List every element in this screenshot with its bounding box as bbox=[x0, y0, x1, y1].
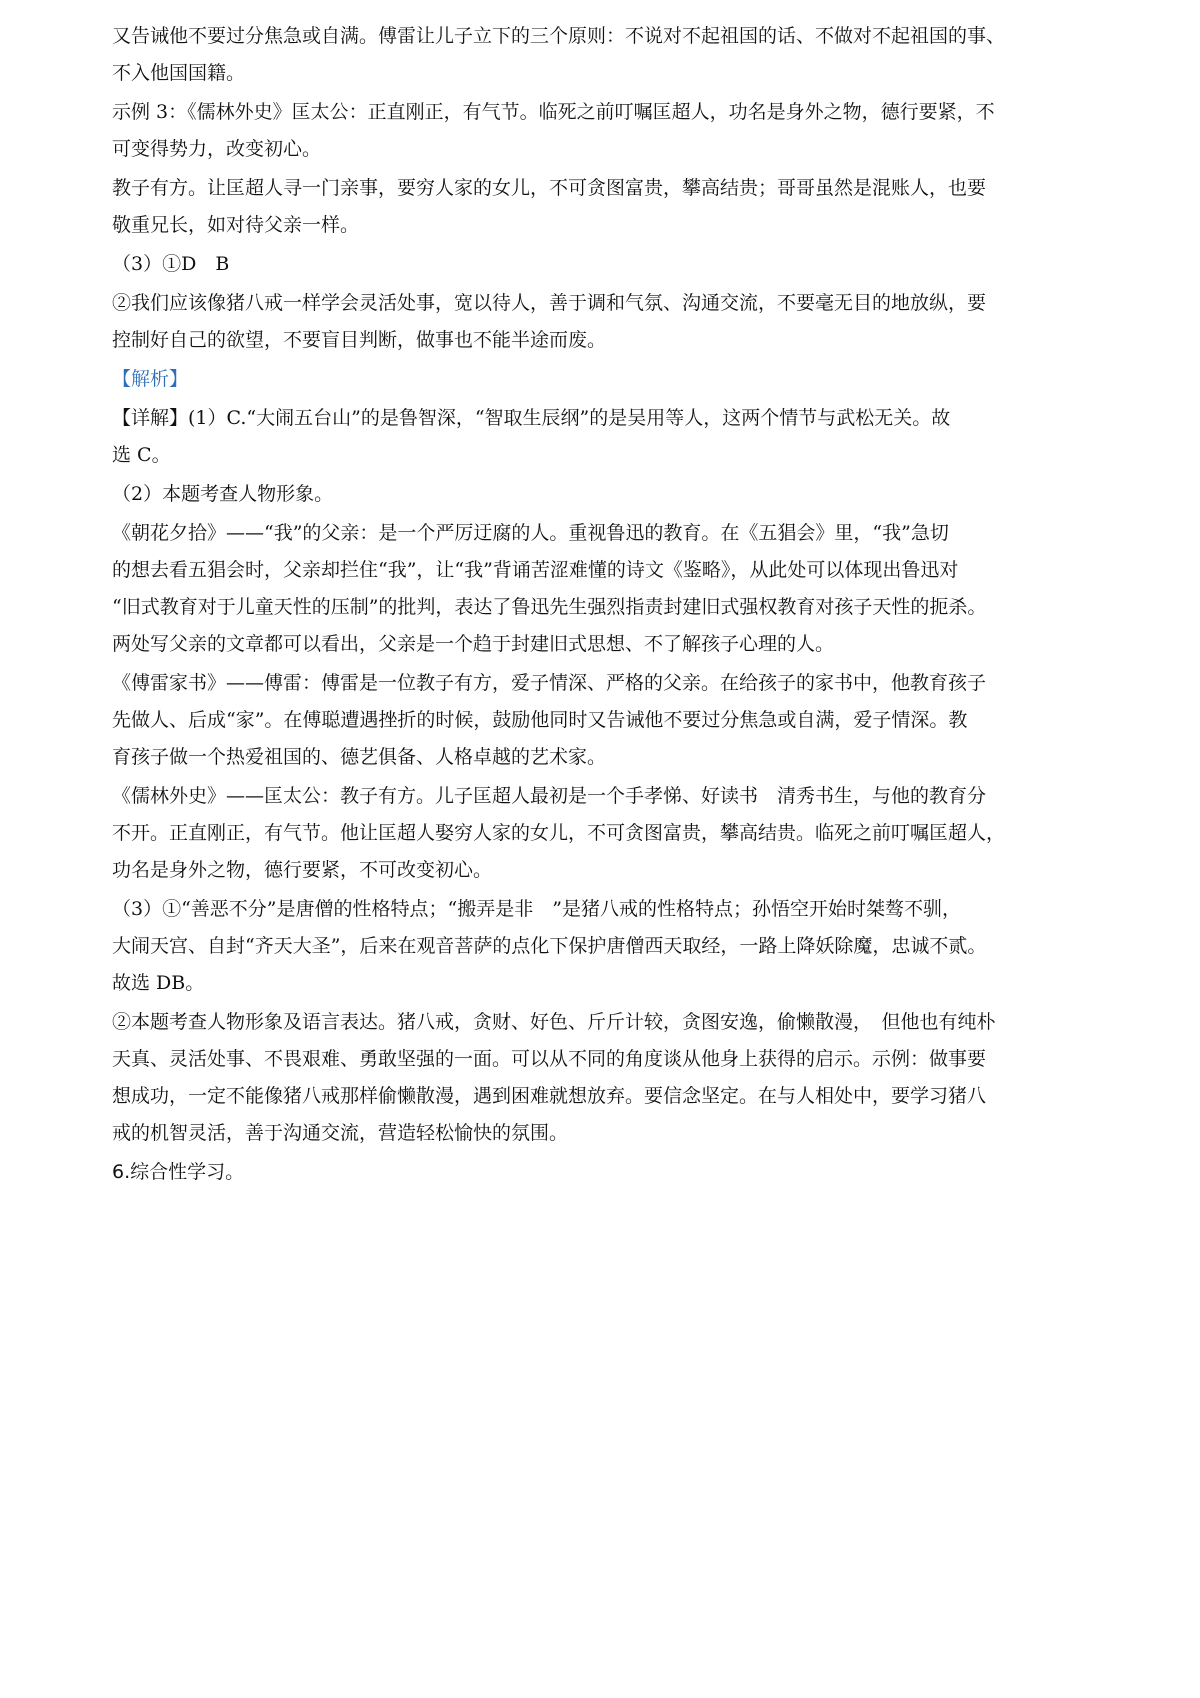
paragraph bbox=[112, 1004, 1092, 1152]
paragraph bbox=[112, 170, 1092, 244]
paragraph bbox=[112, 246, 1092, 283]
document-body bbox=[112, 18, 1092, 1193]
text-line: 功名是身外之物，德行要紧，不可改变初心。 bbox=[112, 859, 493, 881]
text-line: 《朝花夕拾》——“我”的父亲：是一个严厉迂腐的人。重视鲁迅的教育。在《五猖会》里，“我”急切 bbox=[112, 522, 949, 544]
text-line: 示例 3：《儒林外史》匡太公：正直刚正，有气节。临死之前叮嘱匡超人，功名是身外之物，德行要紧，不 bbox=[112, 101, 995, 123]
paragraph bbox=[112, 400, 1092, 474]
paragraph bbox=[112, 665, 1092, 776]
text-line: 故选 DB。 bbox=[112, 972, 205, 994]
paragraph bbox=[112, 891, 1092, 1002]
text-line: ②我们应该像猪八戒一样学会灵活处事，宽以待人，善于调和气氛、沟通交流，不要毫无目的地放纵，要 bbox=[112, 292, 987, 314]
text-line: 又告诫他不要过分焦急或自满。傅雷让儿子立下的三个原则：不说对不起祖国的话、不做对不起祖国的事、 bbox=[112, 25, 1006, 47]
analysis-heading bbox=[112, 361, 1092, 398]
paragraph bbox=[112, 515, 1092, 663]
text-line: 不开。正直刚正，有气节。他让匡超人娶穷人家的女儿，不可贪图富贵，攀高结贵。临死之前叮嘱匡超人， bbox=[112, 822, 1006, 844]
text-line: 控制好自己的欲望，不要盲目判断，做事也不能半途而废。 bbox=[112, 329, 607, 351]
text-line: 的想去看五猖会时，父亲却拦住“我”，让“我”背诵苦涩难懂的诗文《鉴略》，从此处可以体现出鲁迅对 bbox=[112, 559, 959, 581]
text-line: 大闹天宫、自封“齐天大圣”，后来在观音菩萨的点化下保护唐僧西天取经，一路上降妖除魔，忠诚不贰。 bbox=[112, 935, 987, 957]
text-line: 选 C。 bbox=[112, 444, 171, 466]
text-line: （3）①D B bbox=[112, 253, 230, 275]
text-line: 可变得势力，改变初心。 bbox=[112, 138, 322, 160]
text-line: 【解析】 bbox=[112, 368, 189, 390]
text-line: 不入他国国籍。 bbox=[112, 62, 246, 84]
text-line: 育孩子做一个热爱祖国的、德艺俱备、人格卓越的艺术家。 bbox=[112, 746, 607, 768]
text-line: 《儒林外史》——匡太公：教子有方。儿子匡超人最初是一个手孝悌、好读书 清秀书生，与他的教育分 bbox=[112, 785, 987, 807]
text-line: 天真、灵活处事、不畏艰难、勇敢坚强的一面。可以从不同的角度谈从他身上获得的启示。示例：做事要 bbox=[112, 1048, 987, 1070]
text-line: （2）本题考查人物形象。 bbox=[112, 483, 334, 505]
paragraph bbox=[112, 778, 1092, 889]
paragraph bbox=[112, 18, 1092, 92]
text-line: 两处写父亲的文章都可以看出，父亲是一个趋于封建旧式思想、不了解孩子心理的人。 bbox=[112, 633, 835, 655]
text-line: （3）①“善恶不分”是唐僧的性格特点；“搬弄是非 ”是猪八戒的性格特点；孙悟空开始时桀骜不驯， bbox=[112, 898, 961, 920]
text-line: 【详解】(1）C.“大闹五台山”的是鲁智深，“智取生辰纲”的是吴用等人，这两个情节与武松无关。故 bbox=[112, 407, 951, 429]
text-line: 先做人、后成“家”。在傅聪遭遇挫折的时候，鼓励他同时又告诫他不要过分焦急或自满，爱子情深。教 bbox=[112, 709, 968, 731]
text-line: 戒的机智灵活，善于沟通交流，营造轻松愉快的氛围。 bbox=[112, 1122, 569, 1144]
text-line: 6.综合性学习。 bbox=[112, 1161, 245, 1183]
text-line: ②本题考查人物形象及语言表达。猪八戒，贪财、好色、斤斤计较，贪图安逸，偷懒散漫， 但他也有纯朴 bbox=[112, 1011, 996, 1033]
paragraph bbox=[112, 285, 1092, 359]
text-line: 《傅雷家书》——傅雷：傅雷是一位教子有方，爱子情深、严格的父亲。在给孩子的家书中，他教育孩子 bbox=[112, 672, 987, 694]
text-line: 敬重兄长，如对待父亲一样。 bbox=[112, 214, 360, 236]
paragraph bbox=[112, 476, 1092, 513]
text-line: 教子有方。让匡超人寻一门亲事，要穷人家的女儿，不可贪图富贵，攀高结贵；哥哥虽然是混账人，也要 bbox=[112, 177, 987, 199]
section-title bbox=[112, 1154, 1092, 1191]
text-line: “旧式教育对于儿童天性的压制”的批判，表达了鲁迅先生强烈指责封建旧式强权教育对孩子天性的扼杀。 bbox=[112, 596, 987, 618]
text-line: 想成功，一定不能像猪八戒那样偷懒散漫，遇到困难就想放弃。要信念坚定。在与人相处中，要学习猪八 bbox=[112, 1085, 987, 1107]
paragraph bbox=[112, 94, 1092, 168]
